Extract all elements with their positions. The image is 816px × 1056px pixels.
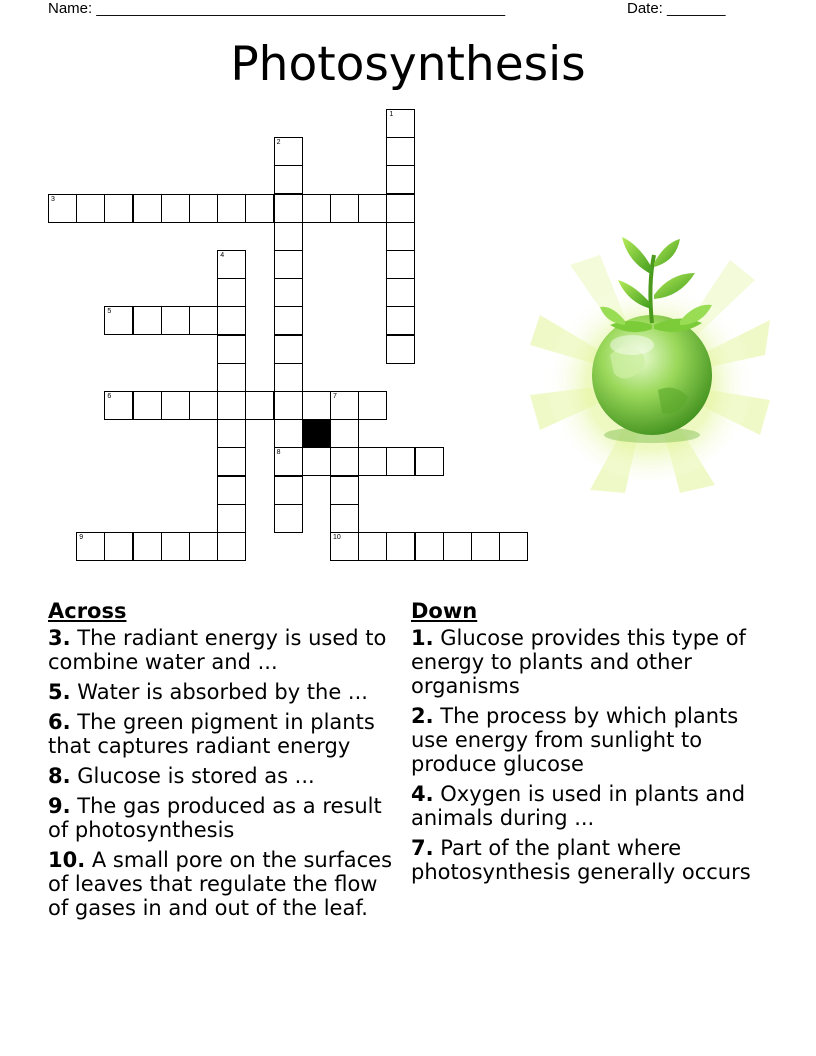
clue-number: 10 [333, 534, 341, 541]
crossword-cell[interactable] [443, 532, 472, 561]
crossword-cell[interactable] [386, 447, 415, 476]
clue-across-3: 3. The radiant energy is used to combine water and ... [48, 626, 387, 674]
crossword-cell[interactable] [133, 306, 162, 335]
crossword-cell[interactable] [415, 447, 444, 476]
crossword-cell[interactable] [274, 137, 303, 166]
crossword-cell[interactable] [217, 194, 246, 223]
crossword-cell[interactable] [104, 391, 133, 420]
crossword-cell[interactable] [330, 476, 359, 505]
crossword-cell[interactable] [358, 194, 387, 223]
clue-across-9: 9. The gas produced as a result of photosynthesis [48, 794, 382, 842]
clue-number: 9 [79, 534, 84, 541]
clue-down-2: 2. The process by which plants use energy from sunlight to produce glucose [411, 704, 739, 776]
clue-number: 4 [220, 252, 225, 259]
crossword-cell[interactable] [133, 532, 162, 561]
crossword-cell[interactable] [274, 363, 303, 392]
crossword-cell[interactable] [274, 419, 303, 448]
crossword-cell[interactable] [386, 222, 415, 251]
crossword-cell[interactable] [104, 194, 133, 223]
clue-across-6: 6. The green pigment in plants that captures radiant energy [48, 710, 375, 758]
crossword-cell[interactable] [217, 335, 246, 364]
crossword-cell[interactable] [330, 532, 359, 561]
blocked-cell [302, 419, 331, 448]
crossword-cell[interactable] [274, 476, 303, 505]
crossword-cell[interactable] [386, 250, 415, 279]
date-field-label: Date: _______ [627, 0, 726, 17]
crossword-cell[interactable] [274, 165, 303, 194]
crossword-cell[interactable] [386, 194, 415, 223]
crossword-cell[interactable] [302, 194, 331, 223]
crossword-cell[interactable] [189, 306, 218, 335]
crossword-cell[interactable] [386, 278, 415, 307]
crossword-cell[interactable] [189, 194, 218, 223]
crossword-cell[interactable] [217, 419, 246, 448]
clue-number: 3 [51, 195, 55, 203]
crossword-cell[interactable] [274, 306, 303, 335]
crossword-cell[interactable] [76, 194, 105, 223]
crossword-cell[interactable] [386, 109, 415, 138]
crossword-cell[interactable] [104, 306, 133, 335]
crossword-cell[interactable] [161, 391, 190, 420]
plant-globe-illustration [530, 225, 770, 499]
clue-across-5: 5. Water is absorbed by the ... [48, 680, 368, 704]
crossword-cell[interactable] [217, 306, 246, 335]
clue-number: 5 [107, 308, 112, 316]
crossword-cell[interactable] [358, 447, 387, 476]
crossword-cell[interactable] [217, 278, 246, 307]
crossword-cell[interactable] [161, 306, 190, 335]
crossword-cell[interactable] [274, 504, 303, 533]
clue-number: 6 [107, 393, 112, 400]
crossword-cell[interactable] [274, 278, 303, 307]
page-title: Photosynthesis [230, 37, 586, 92]
clue-down-4: 4. Oxygen is used in plants and animals during ... [411, 782, 746, 830]
crossword-cell[interactable] [386, 137, 415, 166]
crossword-cell[interactable] [48, 194, 77, 223]
crossword-cell[interactable] [245, 194, 274, 223]
clue-number: 2 [276, 139, 281, 147]
crossword-cell[interactable] [76, 532, 105, 561]
crossword-cell[interactable] [358, 532, 387, 561]
crossword-cell[interactable] [330, 419, 359, 448]
crossword-cell[interactable] [245, 391, 274, 420]
crossword-cell[interactable] [302, 447, 331, 476]
crossword-cell[interactable] [415, 532, 444, 561]
crossword-cell[interactable] [274, 335, 303, 364]
name-field-label: Name: _________________________________________________ [48, 0, 506, 17]
crossword-cell[interactable] [274, 447, 303, 476]
clue-across-10: 10. A small pore on the surfaces of leaves that regulate the flow of gases in and out of the leaf. [48, 848, 393, 920]
crossword-cell[interactable] [330, 504, 359, 533]
crossword-cell[interactable] [217, 391, 246, 420]
crossword-cell[interactable] [386, 165, 415, 194]
crossword-cell[interactable] [161, 532, 190, 561]
crossword-cell[interactable] [133, 391, 162, 420]
crossword-cell[interactable] [358, 391, 387, 420]
crossword-cell[interactable] [274, 222, 303, 251]
clue-down-7: 7. Part of the plant where photosynthesis generally occurs [411, 836, 751, 884]
crossword-cell[interactable] [274, 194, 303, 223]
crossword-cell[interactable] [330, 194, 359, 223]
clue-number: 8 [276, 449, 281, 457]
crossword-cell[interactable] [386, 335, 415, 364]
crossword-cell[interactable] [330, 447, 359, 476]
crossword-cell[interactable] [217, 363, 246, 392]
across-clues [48, 598, 398, 926]
clue-across-8: 8. Glucose is stored as ... [48, 764, 315, 788]
crossword-cell[interactable] [302, 391, 331, 420]
crossword-cell[interactable] [471, 532, 500, 561]
across-heading: Across [48, 599, 127, 623]
crossword-cell[interactable] [217, 250, 246, 279]
crossword-cell[interactable] [161, 194, 190, 223]
crossword-cell[interactable] [386, 532, 415, 561]
crossword-cell[interactable] [189, 391, 218, 420]
crossword-cell[interactable] [274, 391, 303, 420]
clue-number: 1 [389, 111, 394, 118]
crossword-cell[interactable] [499, 532, 528, 561]
crossword-cell[interactable] [330, 391, 359, 420]
crossword-cell[interactable] [189, 532, 218, 561]
clue-down-1: 1. Glucose provides this type of energy to plants and other organisms [411, 626, 746, 698]
down-heading: Down [411, 599, 478, 623]
crossword-cell[interactable] [274, 250, 303, 279]
crossword-cell[interactable] [386, 306, 415, 335]
crossword-cell[interactable] [133, 194, 162, 223]
crossword-cell[interactable] [104, 532, 133, 561]
crossword-cell[interactable] [217, 504, 246, 533]
clue-number: 7 [333, 393, 337, 400]
crossword-cell[interactable] [217, 447, 246, 476]
down-clues [411, 598, 771, 890]
crossword-cell[interactable] [217, 476, 246, 505]
crossword-cell[interactable] [217, 532, 246, 561]
